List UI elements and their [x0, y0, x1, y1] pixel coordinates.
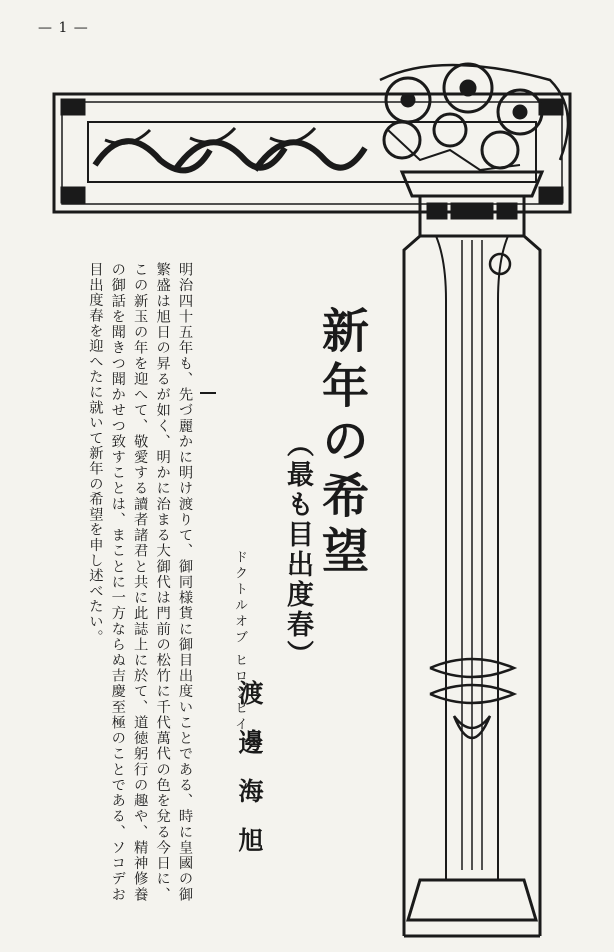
article-subtitle: （最も目出度春）	[282, 430, 313, 670]
section-number	[200, 392, 216, 394]
article-title: 新年の希望	[314, 306, 369, 581]
author-title: ドクトルオブ ヒロソヒイ	[232, 550, 247, 734]
author-name: 渡邊海旭	[235, 680, 264, 876]
page-number: — 1 —	[38, 20, 89, 36]
article-body: 明治四十五年も、先づ麗かに明け渡りて、御同様貨に御目出度いことである、時に皇國の御繁盛は旭日の昇るが如く、明かに治まる大御代は門前の松竹に千代萬代の色を兌る今日に、この新玉の年を迎へて、敬愛する讀者諸君と共に此誌上に於て、道徳躬行の趣や、精神修養の御話を聞きつ聞かせつ致すことは、まことに一方ならぬ吉慶至極のことである、ソコデお目出度春を迎へたに就いて新年の希望を申し述べたい。	[87, 262, 193, 902]
